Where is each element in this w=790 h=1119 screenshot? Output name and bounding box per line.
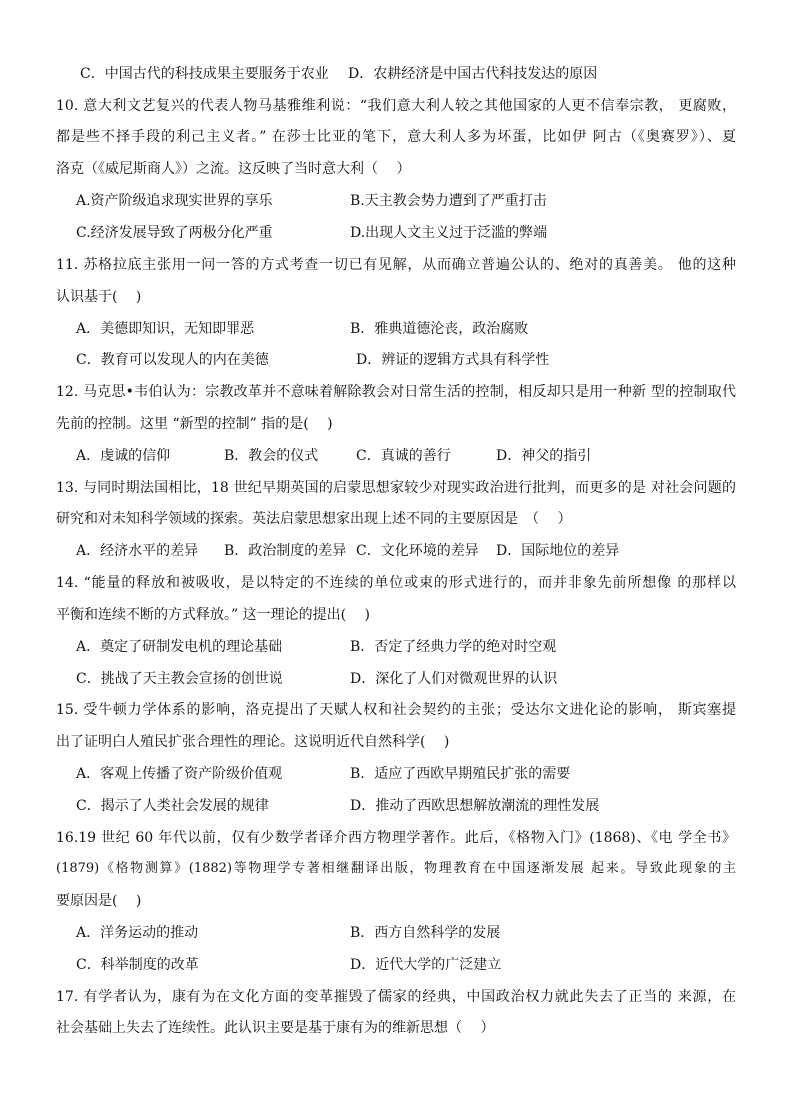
q13-stem-line-2: 研究和对未知科学领域的探索。英法启蒙思想家出现上述不同的主要原因是 （ ） <box>56 511 572 527</box>
q15-option-d[interactable]: D．推动了西欧思想解放潮流的理性发展 <box>350 798 600 814</box>
q16-option-c[interactable]: C．科举制度的改革 <box>76 957 199 973</box>
q14-option-a[interactable]: A．奠定了研制发电机的理论基础 <box>76 639 283 655</box>
q16-option-b[interactable]: B．西方自然科学的发展 <box>350 925 501 941</box>
q15-stem-line-1: 15. 受牛顿力学体系的影响，洛克提出了天赋人权和社会契约的主张；受达尔文进化论的影响， 斯宾塞提 <box>56 702 736 718</box>
q15-option-c[interactable]: C．揭示了人类社会发展的规律 <box>76 798 269 814</box>
q10-option-d[interactable]: D.出现人文主义过于泛滥的弊端 <box>350 225 548 241</box>
q17-stem-line-2: 社会基础上失去了连续性。此认识主要是基于康有为的维新思想（ ） <box>56 1020 495 1036</box>
q15-option-b[interactable]: B．适应了西欧早期殖民扩张的需要 <box>350 766 571 782</box>
q16-option-d[interactable]: D．近代大学的广泛建立 <box>350 957 502 973</box>
q9-option-c[interactable]: C．中国古代的科技成果主要服务于农业 <box>80 66 329 82</box>
q11-stem-line-2: 认识基于( ) <box>56 289 142 305</box>
q11-option-a[interactable]: A．美德即知识，无知即罪恶 <box>76 321 255 337</box>
q14-option-b[interactable]: B．否定了经典力学的绝对时空观 <box>350 639 557 655</box>
q16-option-a[interactable]: A．洋务运动的推动 <box>76 925 199 941</box>
q16-stem-line-3: 要原因是( ) <box>56 893 142 909</box>
q12-option-d[interactable]: D．神父的指引 <box>496 448 592 464</box>
q12-option-c[interactable]: C．真诚的善行 <box>356 448 451 464</box>
q13-option-c[interactable]: C．文化环境的差异 <box>356 543 479 559</box>
q9-option-d[interactable]: D．农耕经济是中国古代科技发达的原因 <box>348 66 598 82</box>
q13-option-a[interactable]: A．经济水平的差异 <box>76 543 199 559</box>
q17-stem-line-1: 17. 有学者认为，康有为在文化方面的变革摧毁了儒家的经典，中国政治权力就此失去了正当的 来源，在 <box>56 989 736 1005</box>
q11-stem-line-1: 11. 苏格拉底主张用一问一答的方式考查一切已有见解，从而确立普遍公认的、绝对的真善美。 他的这种 <box>56 257 736 273</box>
q10-option-b[interactable]: B.天主教会势力遭到了严重打击 <box>350 193 547 209</box>
q10-stem-line-2: 都是些不择手段的利己主义者。” 在莎士比亚的笔下，意大利人多为坏蛋，比如伊 阿古（《奥赛罗》）、夏 <box>56 129 736 145</box>
q14-stem-line-2: 平衡和连续不断的方式释放。” 这一理论的提出( ) <box>56 607 370 623</box>
q14-option-c[interactable]: C．挑战了天主教会宣扬的创世说 <box>76 671 283 687</box>
q13-stem-line-1: 13. 与同时期法国相比，18 世纪早期英国的启蒙思想家较少对现实政治进行批判，而更多的是 对社会问题的 <box>56 480 736 496</box>
q13-option-b[interactable]: B．政治制度的差异 <box>224 543 347 559</box>
q13-option-d[interactable]: D．国际地位的差异 <box>496 543 620 559</box>
q12-option-a[interactable]: A．虔诚的信仰 <box>76 448 171 464</box>
q16-stem-line-1: 16.19 世纪 60 年代以前，仅有少数学者译介西方物理学著作。此后，《格物入门》(1868)、《电 学全书》 <box>56 830 736 846</box>
q12-stem-line-2: 先前的控制。这里 “新型的控制” 指的是( ) <box>56 416 333 432</box>
q15-stem-line-2: 出了证明白人殖民扩张合理性的理论。这说明近代自然科学( ) <box>56 734 450 750</box>
q10-option-a[interactable]: A.资产阶级追求现实世界的享乐 <box>76 193 273 209</box>
q11-option-c[interactable]: C．教育可以发现人的内在美德 <box>76 352 269 368</box>
q10-stem-line-3: 洛克（《威尼斯商人》）之流。这反映了当时意大利（ ） <box>56 161 411 177</box>
q14-option-d[interactable]: D．深化了人们对微观世界的认识 <box>350 671 558 687</box>
q15-option-a[interactable]: A．客观上传播了资产阶级价值观 <box>76 766 283 782</box>
q11-option-b[interactable]: B．雅典道德沦丧，政治腐败 <box>350 321 529 337</box>
q16-stem-line-2: (1879)《格物测算》(1882)等物理学专著相继翻译出版，物理教育在中国逐渐发展 起来。导致此现象的主 <box>56 861 736 876</box>
q12-stem-line-1: 12. 马克思•韦伯认为：宗教改革并不意味着解除教会对日常生活的控制，相反却只是用一种新 型的控制取代 <box>56 384 736 400</box>
q10-stem-line-1: 10. 意大利文艺复兴的代表人物马基雅维利说：“我们意大利人较之其他国家的人更不信奉宗教， 更腐败， <box>56 98 736 114</box>
q14-stem-line-1: 14. “能量的释放和被吸收，是以特定的不连续的单位或束的形式进行的，而并非象先前所想像 的那样以 <box>56 575 736 591</box>
q10-option-c[interactable]: C.经济发展导致了两极分化严重 <box>76 225 273 241</box>
q11-option-d[interactable]: D．辨证的逻辑方式具有科学性 <box>356 352 550 368</box>
q12-option-b[interactable]: B．教会的仪式 <box>224 448 319 464</box>
